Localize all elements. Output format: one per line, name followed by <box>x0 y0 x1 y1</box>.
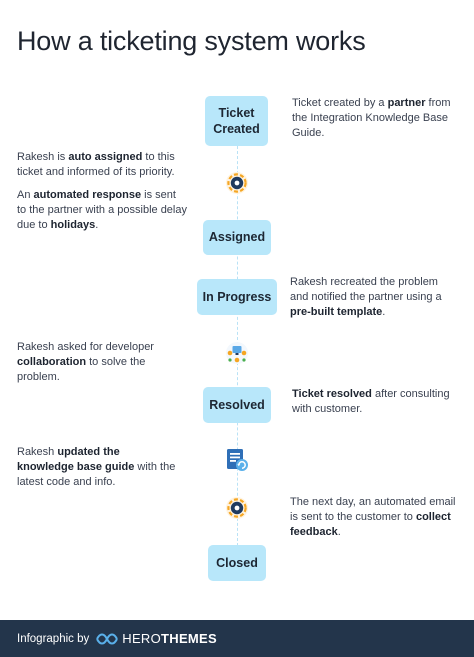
step-label: In Progress <box>202 289 272 304</box>
note-text: . <box>382 306 386 318</box>
note-text: . <box>95 219 99 231</box>
collaboration-icon <box>225 341 249 365</box>
note-auto-assigned <box>17 150 187 233</box>
note-bold: auto assigned <box>68 151 143 163</box>
step-closed <box>208 545 266 581</box>
step-resolved <box>203 387 271 423</box>
note-bold: pre-built template <box>290 306 383 318</box>
step-label: Assigned <box>208 230 266 245</box>
note-bold: holidays <box>50 219 96 231</box>
note-text: Rakesh asked for developer <box>17 341 154 353</box>
note-text: is sent to the partner with a possible delay due to <box>17 189 187 231</box>
note-bold: Ticket resolved <box>292 388 372 400</box>
note-text: An <box>17 189 34 201</box>
note-text: after consulting with customer. <box>292 388 450 415</box>
brand-part1: HERO <box>122 631 162 646</box>
note-text: to this ticket and informed of its priority. <box>17 151 175 178</box>
step-label-line2: Created <box>213 122 260 136</box>
note-text: to solve the problem. <box>17 356 146 383</box>
step-label: Resolved <box>209 397 265 412</box>
note-knowledge-base <box>17 445 177 490</box>
note-recreated <box>290 275 458 320</box>
note-text: Rakesh <box>17 446 58 458</box>
herothemes-logo-icon <box>96 632 118 646</box>
note-text: . <box>337 526 341 538</box>
footer-label: Infographic by <box>17 632 90 645</box>
note-ticket-created <box>292 96 460 141</box>
note-text: The next day, an automated email is sent to the customer to <box>290 496 456 523</box>
note-resolved <box>292 387 452 417</box>
note-text: Rakesh recreated the problem and notified the partner using a <box>290 276 442 303</box>
gear-icon <box>225 496 249 520</box>
step-label-line1: Ticket <box>218 105 255 120</box>
step-assigned <box>203 220 271 255</box>
note-feedback <box>290 495 458 540</box>
note-bold: updated the knowledge base guide <box>17 446 135 473</box>
brand-part2: THEMES <box>161 631 217 646</box>
note-text: Ticket created by a <box>292 97 388 109</box>
note-collaboration <box>17 340 189 385</box>
note-bold: collect feedback <box>290 511 451 538</box>
step-ticket-created <box>205 96 268 146</box>
note-bold: automated response <box>33 189 142 201</box>
footer-bar <box>0 620 474 657</box>
note-bold: collaboration <box>17 356 87 368</box>
footer-brand <box>122 631 217 646</box>
document-refresh-icon <box>224 447 250 473</box>
step-label: Closed <box>216 555 258 570</box>
note-text: from the Integration Knowledge Base Guide. <box>292 97 451 139</box>
step-in-progress <box>197 279 277 315</box>
gear-icon <box>225 171 249 195</box>
page-title: How a ticketing system works <box>17 26 366 56</box>
note-bold: partner <box>387 97 426 109</box>
note-text: with the latest code and info. <box>17 461 176 488</box>
note-text: Rakesh is <box>17 151 69 163</box>
